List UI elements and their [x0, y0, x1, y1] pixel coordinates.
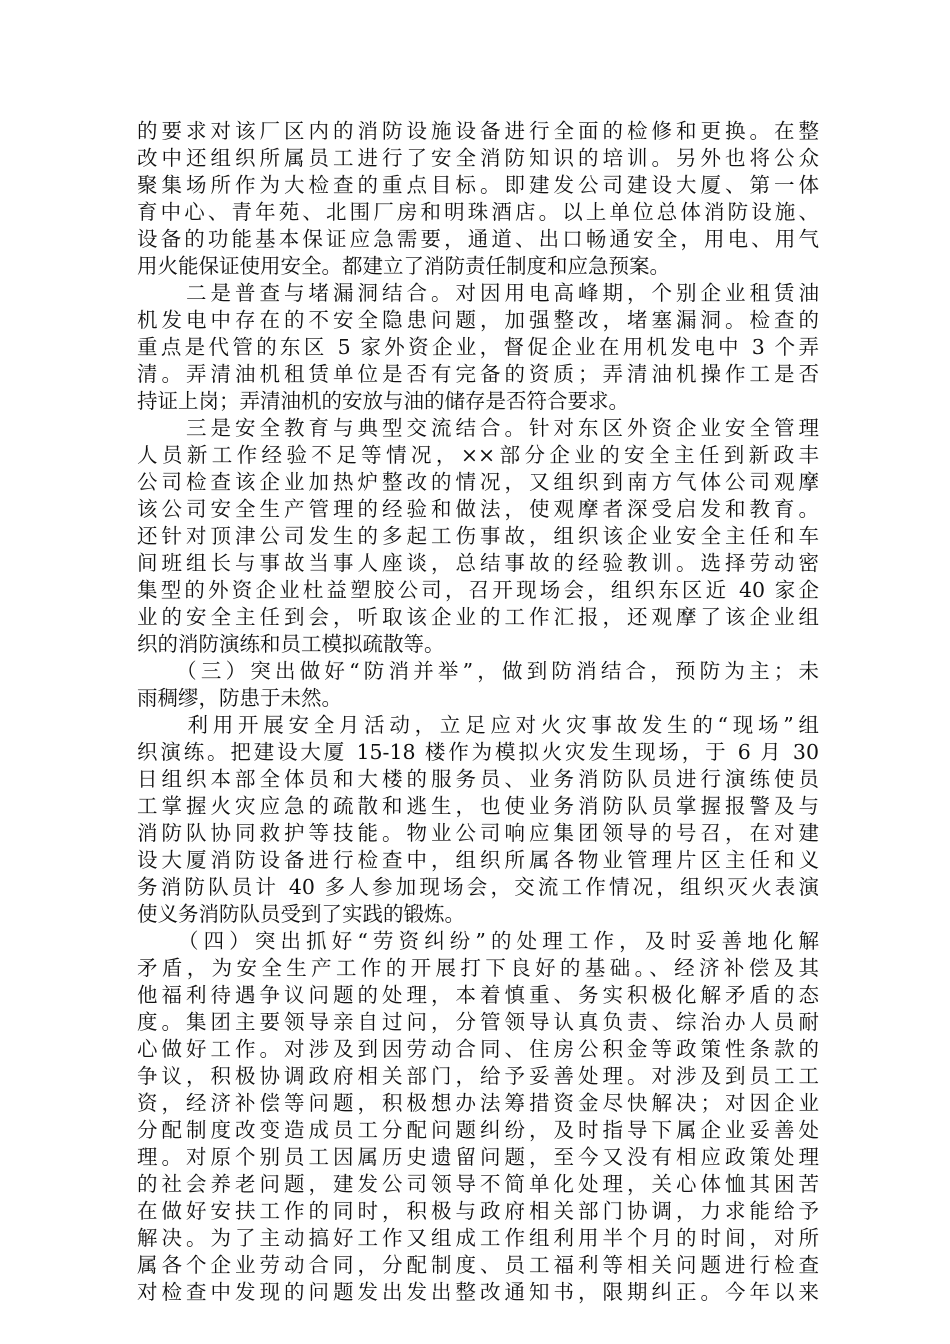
text-line: 资，经济补偿等问题，积极想办法筹措资金尽快解决；对因企业 [137, 1091, 819, 1115]
text-line: 心做好工作。对涉及到因劳动合同、住房公积金等政策性条款的 [137, 1037, 819, 1061]
text-line: 集型的外资企业杜益塑胶公司，召开现场会，组织东区近 40 家企 [137, 578, 819, 602]
text-line: 的社会养老问题，建发公司领导不简单化处理，关心体恤其困苦 [137, 1172, 819, 1196]
text-line: 改中还组织所属员工进行了安全消防知识的培训。另外也将公众 [137, 146, 819, 170]
text-line: 务消防队员计 40 多人参加现场会，交流工作情况，组织灭火表演 [137, 875, 819, 899]
text-line: 育中心、青年苑、北围厂房和明珠酒店。以上单位总体消防设施、 [137, 200, 819, 224]
text-line: 持证上岗；弄清油机的安放与油的储存是否符合要求。 [137, 389, 629, 413]
text-line: 使义务消防队员受到了实践的锻炼。 [137, 902, 465, 926]
text-line: 三是安全教育与典型交流结合。针对东区外资企业安全管理 [137, 416, 819, 440]
paragraph [137, 415, 819, 658]
text-line: 理。对原个别员工因属历史遗留问题，至今又没有相应政策处理 [137, 1145, 819, 1169]
text-line: 分配制度改变造成员工分配问题纠纷，及时指导下属企业妥善处 [137, 1118, 819, 1142]
text-line: 还针对顶津公司发生的多起工伤事故，组织该企业安全主任和车 [137, 524, 819, 548]
text-line: 织演练。把建设大厦 15-18 楼作为模拟火灾发生现场，于 6 月 30 [137, 740, 819, 764]
paragraph [137, 658, 819, 712]
text-line: 织的消防演练和员工模拟疏散等。 [137, 632, 445, 656]
text-line: 公司检查该企业加热炉整改的情况，又组织到南方气体公司观摩 [137, 470, 819, 494]
paragraph [137, 280, 819, 415]
text-line: 属各个企业劳动合同，分配制度、员工福利等相关问题进行检查 [137, 1253, 819, 1277]
text-line: 重点是代管的东区 5 家外资企业，督促企业在用机发电中 3 个弄 [137, 335, 819, 359]
text-line: 雨稠缪，防患于未然。 [137, 686, 342, 710]
text-line: 他福利待遇争议问题的处理，本着慎重、务实积极化解矛盾的态 [137, 983, 819, 1007]
text-line: 度。集团主要领导亲自过问，分管领导认真负责、综治办人员耐 [137, 1010, 819, 1034]
text-line: 间班组长与事故当事人座谈，总结事故的经验教训。选择劳动密 [137, 551, 819, 575]
text-line: 用火能保证使用安全。都建立了消防责任制度和应急预案。 [137, 254, 670, 278]
text-line: 二是普查与堵漏洞结合。对因用电高峰期，个别企业租赁油 [137, 281, 819, 305]
text-line: 机发电中存在的不安全隐患问题，加强整改，堵塞漏洞。检查的 [137, 308, 819, 332]
text-line: （三）突出做好“防消并举”，做到防消结合，预防为主；未 [137, 659, 819, 683]
text-line: 的要求对该厂区内的消防设施设备进行全面的检修和更换。在整 [137, 119, 819, 143]
text-line: 在做好安扶工作的同时，积极与政府相关部门协调，力求能给予 [137, 1199, 819, 1223]
text-line: 人员新工作经验不足等情况，××部分企业的安全主任到新政丰 [137, 443, 819, 467]
text-line: 利用开展安全月活动，立足应对火灾事故发生的“现场”组 [137, 713, 819, 737]
paragraph [137, 928, 819, 1306]
paragraph [137, 118, 819, 280]
text-line: 工掌握火灾应急的疏散和逃生，也使业务消防队员掌握报警及与 [137, 794, 819, 818]
text-line: 争议，积极协调政府相关部门，给予妥善处理。对涉及到员工工 [137, 1064, 819, 1088]
text-line: 解决。为了主动搞好工作又组成工作组利用半个月的时间，对所 [137, 1226, 819, 1250]
text-line: 聚集场所作为大检查的重点目标。即建发公司建设大厦、第一体 [137, 173, 819, 197]
text-line: （四）突出抓好“劳资纠纷”的处理工作，及时妥善地化解 [137, 929, 819, 953]
paragraph [137, 712, 819, 928]
text-line: 清。弄清油机租赁单位是否有完备的资质；弄清油机操作工是否 [137, 362, 819, 386]
text-line: 日组织本部全体员和大楼的服务员、业务消防队员进行演练使员 [137, 767, 819, 791]
text-line: 设备的功能基本保证应急需要，通道、出口畅通安全，用电、用气 [137, 227, 819, 251]
text-line: 对检查中发现的问题发出发出整改通知书，限期纠正。今年以来 [137, 1280, 819, 1304]
text-line: 该公司安全生产管理的经验和做法，使观摩者深受启发和教育。 [137, 497, 819, 521]
body-text [137, 118, 819, 1306]
text-line: 设大厦消防设备进行检查中，组织所属各物业管理片区主任和义 [137, 848, 819, 872]
text-line: 消防队协同救护等技能。物业公司响应集团领导的号召，在对建 [137, 821, 819, 845]
text-line: 业的安全主任到会，听取该企业的工作汇报，还观摩了该企业组 [137, 605, 819, 629]
text-line: 矛盾，为安全生产工作的开展打下良好的基础。、经济补偿及其 [137, 956, 819, 980]
